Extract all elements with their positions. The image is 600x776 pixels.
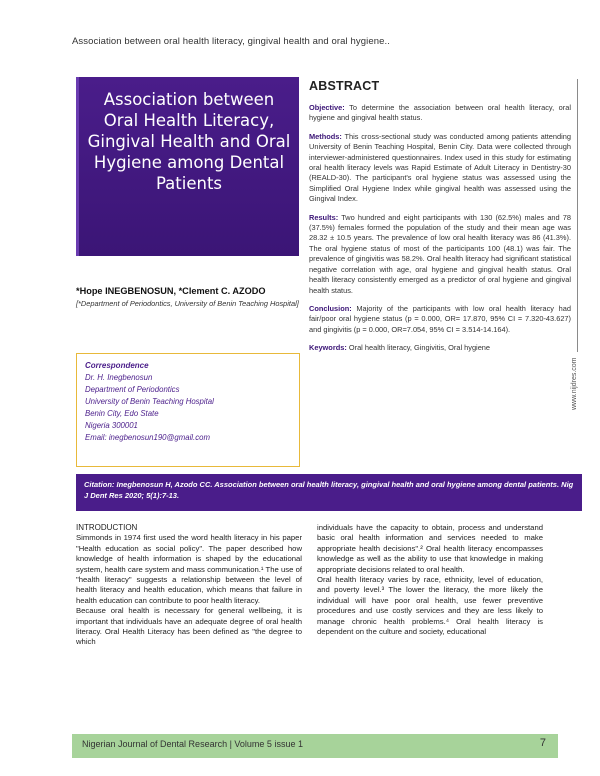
body-paragraph: Simmonds in 1974 first used the word health literacy in his paper "Health education as social policy". The paper described how knowledge of health information is shaped by the educational system, health care system and mass communication.¹ The use of "health literacy" suggests a relationship between the level of health literacy and health education, which means that failure in health education can contribute to poor health literacy. [76,533,302,605]
keywords-label: Keywords: [309,343,347,353]
conclusion-text: Majority of the participants with low oral health literacy had fair/poor oral hygiene status (p = 0.000, OR= 17.870, 95% CI = 7.320-43.627) and gingivitis (p = 0.000, OR=7.054, 95% CI = 3.514-14.164). [309,303,571,334]
abstract-objective [309,103,571,124]
correspondence-heading: Correspondence [85,361,149,370]
body-paragraph: individuals have the capacity to obtain, process and understand basic oral health information and services needed to make appropriate health decisions".² Oral health literacy encompasses knowledge as well as the ability to use that knowledge in making appropriate decisions related to oral health. [317,523,543,574]
article-title: Association between Oral Health Literacy, Gingival Health and Oral Hygiene among Dental Patients [87,90,291,193]
methods-label: Methods: [309,131,342,141]
abstract-keywords [309,343,571,353]
affiliation: [*Department of Periodontics, University of Benin Teaching Hospital] [76,299,299,308]
footer-bar [72,734,558,758]
journal-url[interactable]: www.nijdres.com [571,357,578,410]
results-label: Results: [309,212,339,222]
footer-journal: Nigerian Journal of Dental Research | Volume 5 issue 1 [82,739,303,749]
body-column-left [76,523,302,648]
body-column-right [317,523,543,637]
objective-text: To determine the association between oral health literacy, oral hygiene and gingival health status. [309,103,571,123]
correspondence-line: Dr. H. Inegbenosun [85,373,153,382]
correspondence-line: Nigeria 300001 [85,421,138,430]
results-text: Two hundred and eight participants with 130 (62.5%) males and 78 (37.5%) females formed the population of the study and their mean age was 28.32 ± 10.5 years. The prevalence of low oral health literacy was 86 (41.3%). The oral hygiene status of most of the participants 100 (48.1) was fair. The prevalence of gingivitis was 58.2%. Oral health literacy had significant statistical negative correlation with age, oral hygiene and gingival health status. Oral health literacy consistently emerged as a predictor of oral hygiene and gingival health status. [309,212,572,295]
body-paragraph: Because oral health is necessary for general wellbeing, it is important that individuals have an adequate degree of oral health literacy. Oral Health Literacy has been defined as "the degree to which [76,606,302,647]
abstract-methods [309,132,571,205]
abstract-results [309,213,571,296]
title-box [76,77,299,256]
conclusion-label: Conclusion: [309,303,352,313]
vertical-divider [577,79,578,352]
abstract-conclusion [309,304,571,335]
authors: *Hope INEGBENOSUN, *Clement C. AZODO [76,286,266,296]
body-paragraph: Oral health literacy varies by race, ethnicity, level of education, and poverty level.³ The lower the literacy, the more likely the individual will have poor oral health, use fewer preventive procedures and use costly services and they are less likely to manage chronic health problems.⁴ Oral health literacy is dependent on the culture and society, educational [317,575,543,637]
abstract-heading: ABSTRACT [309,79,380,93]
objective-label: Objective: [309,103,345,112]
citation-bar [76,474,582,511]
correspondence-box [76,353,300,467]
correspondence-line: University of Benin Teaching Hospital [85,397,214,406]
keywords-text: Oral health literacy, Gingivitis, Oral hygiene [348,343,491,353]
citation-text: Citation: Inegbenosun H, Azodo CC. Association between oral health literacy, gingival health and oral hygiene among dental patients. Nig J Dent Res 2020; 5(1):7-13. [84,480,574,500]
methods-text: This cross-sectional study was conducted among patients attending University of Benin Teaching Hospital, Benin City. Data were collected through interviewer-administered questionnaires. Index used in this study for estimating oral health literacy levels was Rapid Estimate of Adult Literacy in Dentistry-30 (REALD-30). The participant's oral hygiene status was assessed using the Simplified Oral Hygiene Index while gingival health was assessed using the Gingival Index. [309,131,572,204]
correspondence-line: Benin City, Edo State [85,409,159,418]
page-number: 7 [539,737,546,749]
introduction-heading: INTRODUCTION [76,523,138,532]
correspondence-line: Department of Periodontics [85,385,180,394]
running-head: Association between oral health literacy, gingival health and oral hygiene.. [72,36,390,47]
correspondence-email[interactable]: Email: inegbenosun190@gmail.com [85,433,210,442]
abstract-section [309,79,571,354]
